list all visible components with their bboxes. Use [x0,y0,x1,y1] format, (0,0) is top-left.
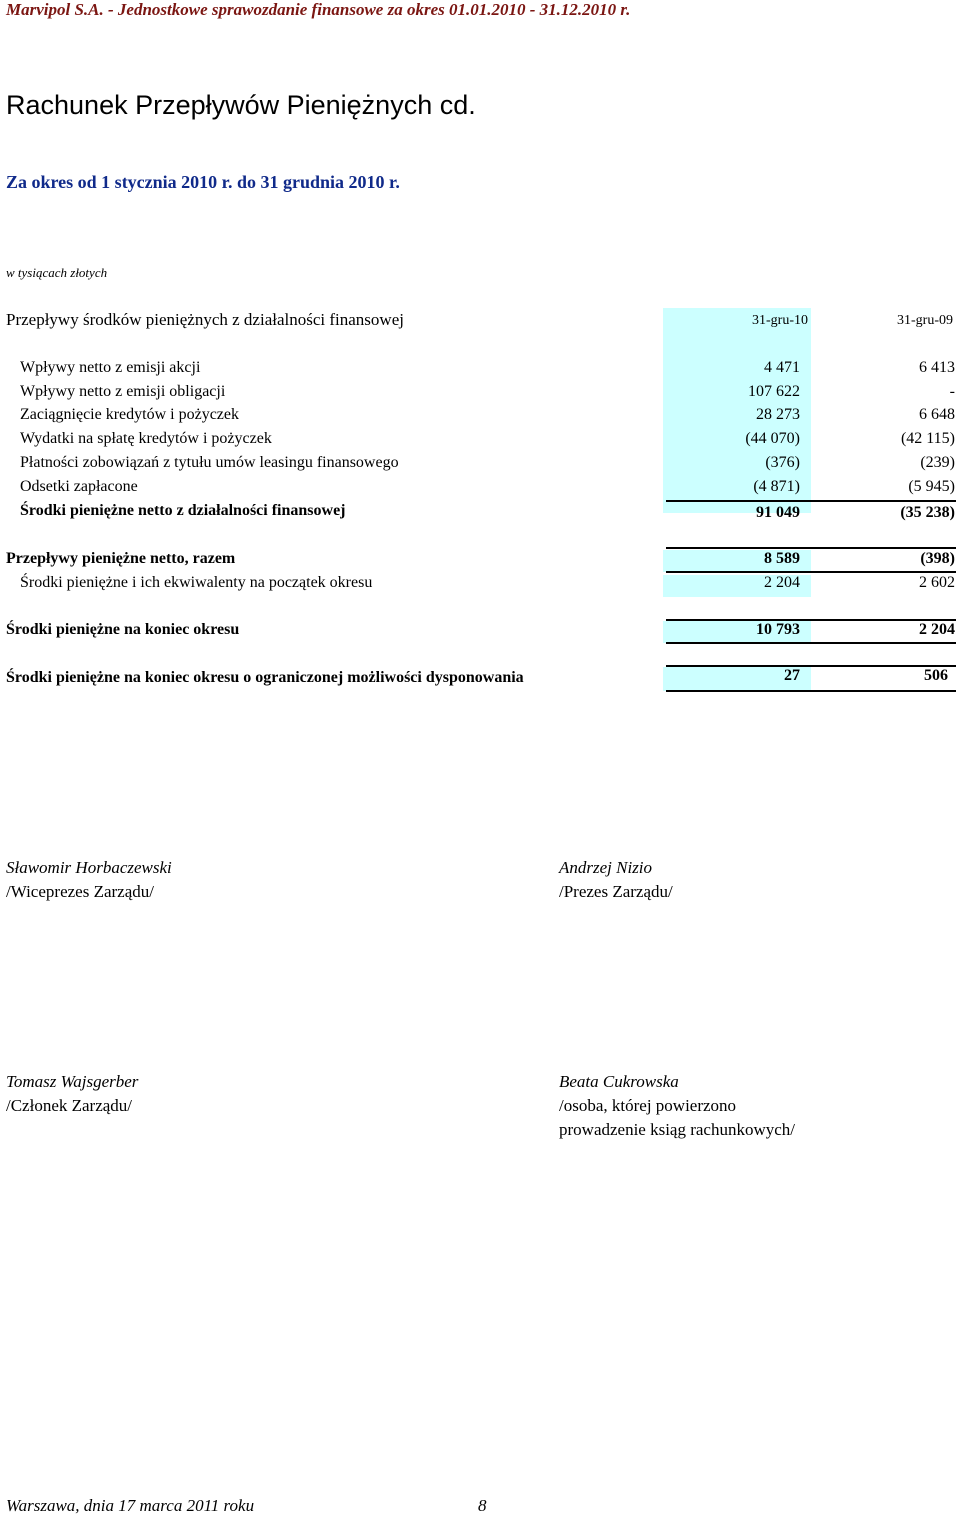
signatory-name: Beata Cukrowska [559,1072,679,1091]
row-value-2010: (376) [765,454,800,471]
signatory-role: /osoba, której powierzono [559,1096,737,1115]
subtotal-label: Środki pieniężne netto z działalności finansowej [20,502,346,519]
subtotal-value-2009: (35 238) [900,504,955,521]
closing-label: Środki pieniężne na koniec okresu [6,621,240,638]
row-label: Wpływy netto z emisji akcji [20,359,201,376]
page-title: Rachunek Przepływów Pieniężnych cd. [6,90,476,120]
page-number: 8 [478,1496,487,1515]
column-header-2010: 31-gru-10 [752,313,808,328]
row-value-2010: (4 871) [753,478,800,495]
row-label: Wydatki na spłatę kredytów i pożyczek [20,430,272,447]
column-header-2009: 31-gru-09 [897,313,953,328]
net-total-rule-bottom [666,571,956,573]
net-total-value-2010: 8 589 [764,550,800,567]
net-total-value-2009: (398) [920,550,955,567]
signatory-name: Andrzej Nizio [559,858,653,877]
restricted-value-2010: 27 [784,667,800,684]
row-value-2009: (42 115) [900,430,955,447]
section-heading: Przepływy środków pieniężnych z działalności finansowej [6,310,404,329]
opening-value-2009: 2 602 [919,574,955,591]
subtotal-value-2010: 91 049 [756,504,800,521]
row-label: Płatności zobowiązań z tytułu umów leasingu finansowego [20,454,399,471]
signatory-role: /Członek Zarządu/ [6,1096,133,1115]
row-value-2010: 28 273 [756,406,800,423]
net-total-rule-top [666,547,956,549]
document-header: Marvipol S.A. - Jednostkowe sprawozdanie finansowe za okres 01.01.2010 - 31.12.2010 r. [6,0,631,19]
signatory-role-continued: prowadzenie ksiąg rachunkowych/ [559,1120,796,1139]
signatory-role: /Wiceprezes Zarządu/ [6,882,154,901]
signatory-name: Sławomir Horbaczewski [6,858,172,877]
closing-rule-bottom [666,642,956,644]
closing-value-2009: 2 204 [919,621,955,638]
row-label: Zaciągnięcie kredytów i pożyczek [20,406,239,423]
row-value-2009: 6 648 [919,406,955,423]
row-value-2010: 107 622 [748,383,800,400]
net-total-label: Przepływy pieniężne netto, razem [6,550,236,567]
opening-label: Środki pieniężne i ich ekwiwalenty na początek okresu [20,574,373,591]
restricted-rule-bottom [666,690,956,692]
row-value-2010: 4 471 [764,359,800,376]
restricted-label: Środki pieniężne na koniec okresu o ograniczonej możliwości dysponowania [6,669,524,686]
subtotal-rule [666,500,956,502]
row-value-2009: (5 945) [908,478,955,495]
reporting-period: Za okres od 1 stycznia 2010 r. do 31 grudnia 2010 r. [6,172,400,192]
footer-place-date: Warszawa, dnia 17 marca 2011 roku [6,1496,255,1515]
row-value-2009: 6 413 [919,359,955,376]
signatory-name: Tomasz Wajsgerber [6,1072,139,1091]
row-value-2009: - [949,383,955,400]
closing-value-2010: 10 793 [756,621,800,638]
row-label: Odsetki zapłacone [20,478,138,495]
signatory-role: /Prezes Zarządu/ [559,882,673,901]
row-label: Wpływy netto z emisji obligacji [20,383,226,400]
row-value-2010: (44 070) [745,430,800,447]
restricted-value-2009: 506 [924,667,948,684]
row-value-2009: (239) [920,454,955,471]
opening-value-2010: 2 204 [764,574,800,591]
units-note: w tysiącach złotych [6,265,108,280]
